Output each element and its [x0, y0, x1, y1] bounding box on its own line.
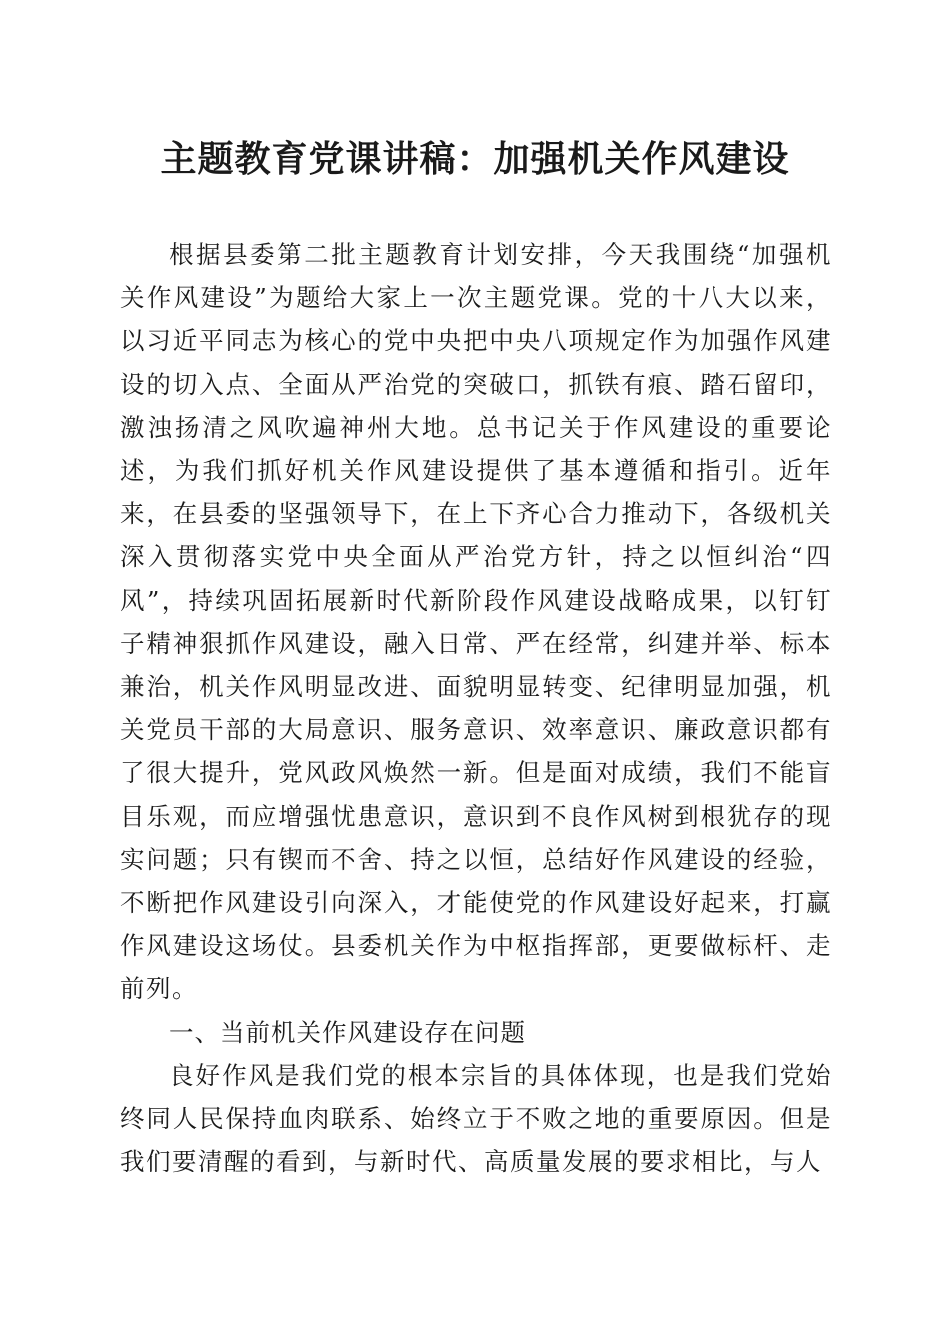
intro-paragraph: 根据县委第二批主题教育计划安排，今天我围绕“加强机关作风建设”为题给大家上一次主题党课。党的十八大以来，以习近平同志为核心的党中央把中央八项规定作为加强作风建设的切入点、全面从严治党的突破口，抓铁有痕、踏石留印，激浊扬清之风吹遍神州大地。总书记关于作风建设的重要论述，为我们抓好机关作风建设提供了基本遵循和指引。近年来，在县委的坚强领导下，在上下齐心合力推动下，各级机关深入贯彻落实党中央全面从严治党方针，持之以恒纠治“四风”，持续巩固拓展新时代新阶段作风建设战略成果，以钉钉子精神狠抓作风建设，融入日常、严在经常，纠建并举、标本兼治，机关作风明显改进、面貌明显转变、纪律明显加强，机关党员干部的大局意识、服务意识、效率意识、廉政意识都有了很大提升，党风政风焕然一新。但是面对成绩，我们不能盲目乐观，而应增强忧患意识，意识到不良作风树到根犹存的现实问题；只有锲而不舍、持之以恒，总结好作风建设的经验，不断把作风建设引向深入，才能使党的作风建设好起来，打赢作风建设这场仗。县委机关作为中枢指挥部，更要做标杆、走前列。: [120, 240, 832, 1004]
section-heading: 一、当前机关作风建设存在问题: [169, 1017, 526, 1047]
section-paragraph: 良好作风是我们党的根本宗旨的具体体现，也是我们党始终同人民保持血肉联系、始终立于不败之地的重要原因。但是我们要清醒的看到，与新时代、高质量发展的要求相比，与人: [120, 1060, 832, 1177]
document-title: 主题教育党课讲稿：加强机关作风建设: [160, 138, 790, 180]
document-body: [120, 233, 832, 1183]
